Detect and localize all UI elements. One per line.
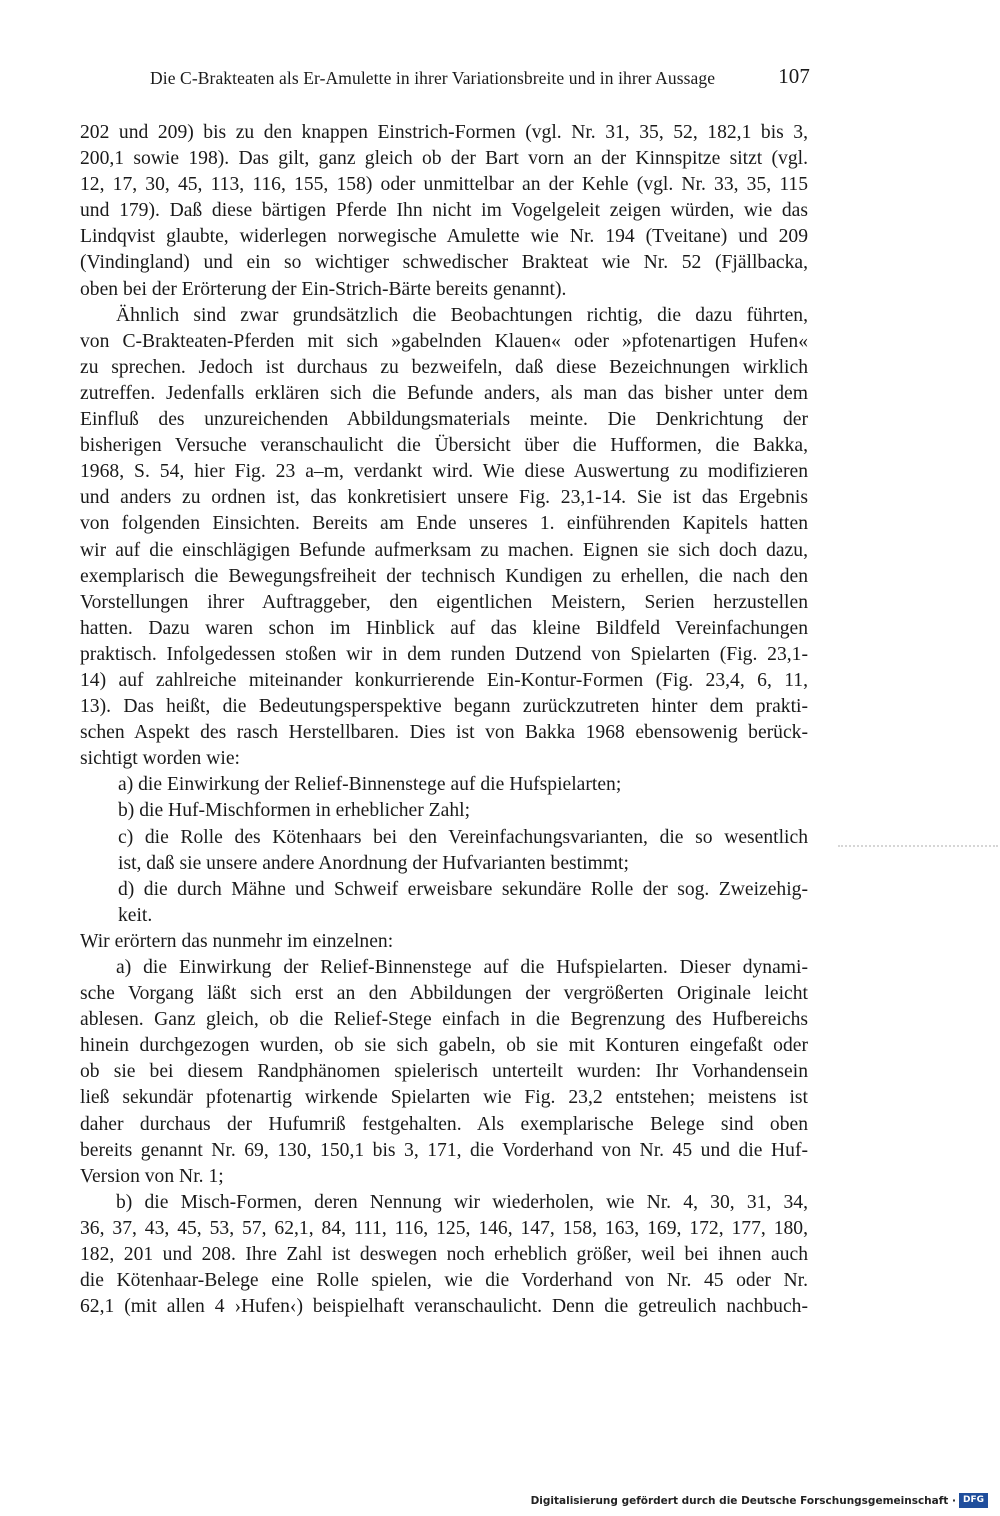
page-number: 107 <box>778 64 810 88</box>
text-line: 36, 37, 43, 45, 53, 57, 62,1, 84, 111, 116, 125, 146, 147, 158, 163, 169, 172, 177, 180, <box>80 1217 808 1239</box>
text-line: wir auf die einschlägigen Befunde aufmerksam zu machen. Eignen sie sich doch dazu, <box>80 539 808 561</box>
text-line: bereits genannt Nr. 69, 130, 150,1 bis 3, 171, die Vorderhand von Nr. 45 und die Huf- <box>80 1139 808 1161</box>
text-line: und 179). Daß diese bärtigen Pferde Ihn nicht im Vogelgeleit zeigen würden, wie das <box>80 200 808 222</box>
text-line: praktisch. Infolgedessen stoßen wir in dem runden Dutzend von Spielarten (Fig. 23,1- <box>80 643 808 665</box>
running-title: Die C-Brakteaten als Er-Amulette in ihrer Variationsbreite und in ihrer Aussage <box>150 68 716 88</box>
text-line: zu sprechen. Jedoch ist durchaus zu bezweifeln, daß diese Bezeichnungen wirklich <box>80 356 808 378</box>
text-line: Einfluß des unzureichenden Abbildungsmaterials meinte. Die Denkrichtung der <box>80 409 808 431</box>
text-line: 62,1 (mit allen 4 ›Hufen‹) beispielhaft veranschaulicht. Denn die getreulich nachbuch- <box>80 1296 808 1318</box>
text-line: (Vindingland) und ein so wichtiger schwedischer Brakteat wie Nr. 52 (Fjällbacka, <box>80 252 808 274</box>
text-line: Wir erörtern das nunmehr im einzelnen: <box>80 930 394 952</box>
text-line: bisherigen Versuche veranschaulicht die Übersicht über die Hufformen, die Bakka, <box>80 435 808 457</box>
text-line: exemplarisch die Bewegungsfreiheit der technisch Kundigen zu erhellen, die nach den <box>80 565 808 587</box>
text-line: die Kötenhaar-Belege eine Rolle spielen, wie die Vorderhand von Nr. 45 oder Nr. <box>80 1270 808 1292</box>
text-line: 12, 17, 30, 45, 113, 116, 155, 158) oder unmittelbar an der Kehle (vgl. Nr. 33, 35, 115 <box>80 174 808 196</box>
paragraph-start-line: a) die Einwirkung der Relief-Binnenstege auf die Hufspielarten. Dieser dynami- <box>116 957 808 978</box>
text-line: sche Vorgang läßt sich erst an den Abbildungen der vergrößerten Originale leicht <box>80 983 808 1005</box>
footer-credit <box>531 1493 988 1508</box>
scan-artifact-dots <box>838 845 998 847</box>
list-item: d) die durch Mähne und Schweif erweisbare sekundäre Rolle der sog. Zweizehig- <box>118 878 808 900</box>
list-item: a) die Einwirkung der Relief-Binnenstege auf die Hufspielarten; <box>118 774 622 796</box>
text-line: zutreffen. Jedenfalls erklären sich die Befunde anders, als man das bisher unter dem <box>80 382 808 404</box>
running-head <box>150 64 810 92</box>
paragraph-start-line: b) die Misch-Formen, deren Nennung wir wiederholen, wie Nr. 4, 30, 31, 34, <box>116 1191 808 1213</box>
text-line: 202 und 209) bis zu den knappen Einstrich-Formen (vgl. Nr. 31, 35, 52, 182,1 bis 3, <box>80 122 808 143</box>
text-line: 14) auf zahlreiche miteinander konkurrierende Ein-Kontur-Formen (Fig. 23,4, 6, 11, <box>80 669 808 691</box>
text-line: hatten. Dazu waren schon im Hinblick auf das kleine Bildfeld Vereinfachungen <box>80 617 808 639</box>
text-line: ablesen. Ganz gleich, ob die Relief-Stege einfach in die Begrenzung des Hufbereichs <box>80 1009 808 1031</box>
text-line: 1968, S. 54, hier Fig. 23 a–m, verdankt wird. Wie diese Auswertung zu modifizieren <box>80 461 808 483</box>
text-line: ließ sekundär pfotenartig wirkende Spielarten wie Fig. 23,2 entstehen; meistens ist <box>80 1087 808 1109</box>
list-item: c) die Rolle des Kötenhaars bei den Vereinfachungsvarianten, die so wesentlich <box>118 826 808 848</box>
text-line: 13). Das heißt, die Bedeutungsperspektive begann zurückzutreten hinter dem prakti- <box>80 696 808 718</box>
text-line: von C-Brakteaten-Pferden mit sich »gabelnden Klauen« oder »pfotenartigen Hufen« <box>80 330 808 352</box>
text-line: sichtigt worden wie: <box>80 748 240 770</box>
text-line: ob sie bei diesem Randphänomen spielerisch unterteilt wurden: Ihr Vorhandensein <box>80 1061 808 1083</box>
text-line: Vorstellungen ihrer Auftraggeber, den eigentlichen Meistern, Serien herzustellen <box>80 591 808 613</box>
paragraph-start-line: Ähnlich sind zwar grundsätzlich die Beobachtungen richtig, die dazu führten, <box>116 304 808 326</box>
text-line: von folgenden Einsichten. Bereits am Ende unseres 1. einführenden Kapitels hatten <box>80 513 808 535</box>
text-line: Version von Nr. 1; <box>80 1165 224 1187</box>
text-line: hinein durchgezogen wurden, ob sie sich gabeln, ob sie mit Konturen eingefaßt oder <box>80 1035 808 1057</box>
text-line: Lindqvist glaubte, widerlegen norwegische Amulette wie Nr. 194 (Tveitane) und 209 <box>80 226 808 248</box>
list-item: b) die Huf-Mischformen in erheblicher Zahl; <box>118 800 471 822</box>
text-line: 182, 201 und 208. Ihre Zahl ist deswegen noch erheblich größer, weil bei ihnen auch <box>80 1244 808 1266</box>
text-line: daher durchaus der Hufumriß festgehalten. Als exemplarische Belege sind oben <box>80 1113 808 1135</box>
list-item-continuation: keit. <box>118 904 153 926</box>
text-line: oben bei der Erörterung der Ein-Strich-Bärte bereits genannt). <box>80 278 567 300</box>
list-item-continuation: ist, daß sie unsere andere Anordnung der Hufvarianten bestimmt; <box>118 852 629 874</box>
dfg-logo-icon: DFG <box>959 1493 988 1508</box>
text-line: schen Aspekt des rasch Herstellbaren. Dies ist von Bakka 1968 ebensowenig berück- <box>80 722 808 744</box>
text-line: 200,1 sowie 198). Das gilt, ganz gleich ob der Bart vorn an der Kinnspitze sitzt (vgl. <box>80 148 808 170</box>
text-line: und anders zu ordnen ist, das konkretisiert unsere Fig. 23,1-14. Sie ist das Ergebnis <box>80 487 808 509</box>
footer-text: Digitalisierung gefördert durch die Deutsche Forschungsgemeinschaft · <box>530 1494 956 1507</box>
body-text <box>80 120 808 1320</box>
